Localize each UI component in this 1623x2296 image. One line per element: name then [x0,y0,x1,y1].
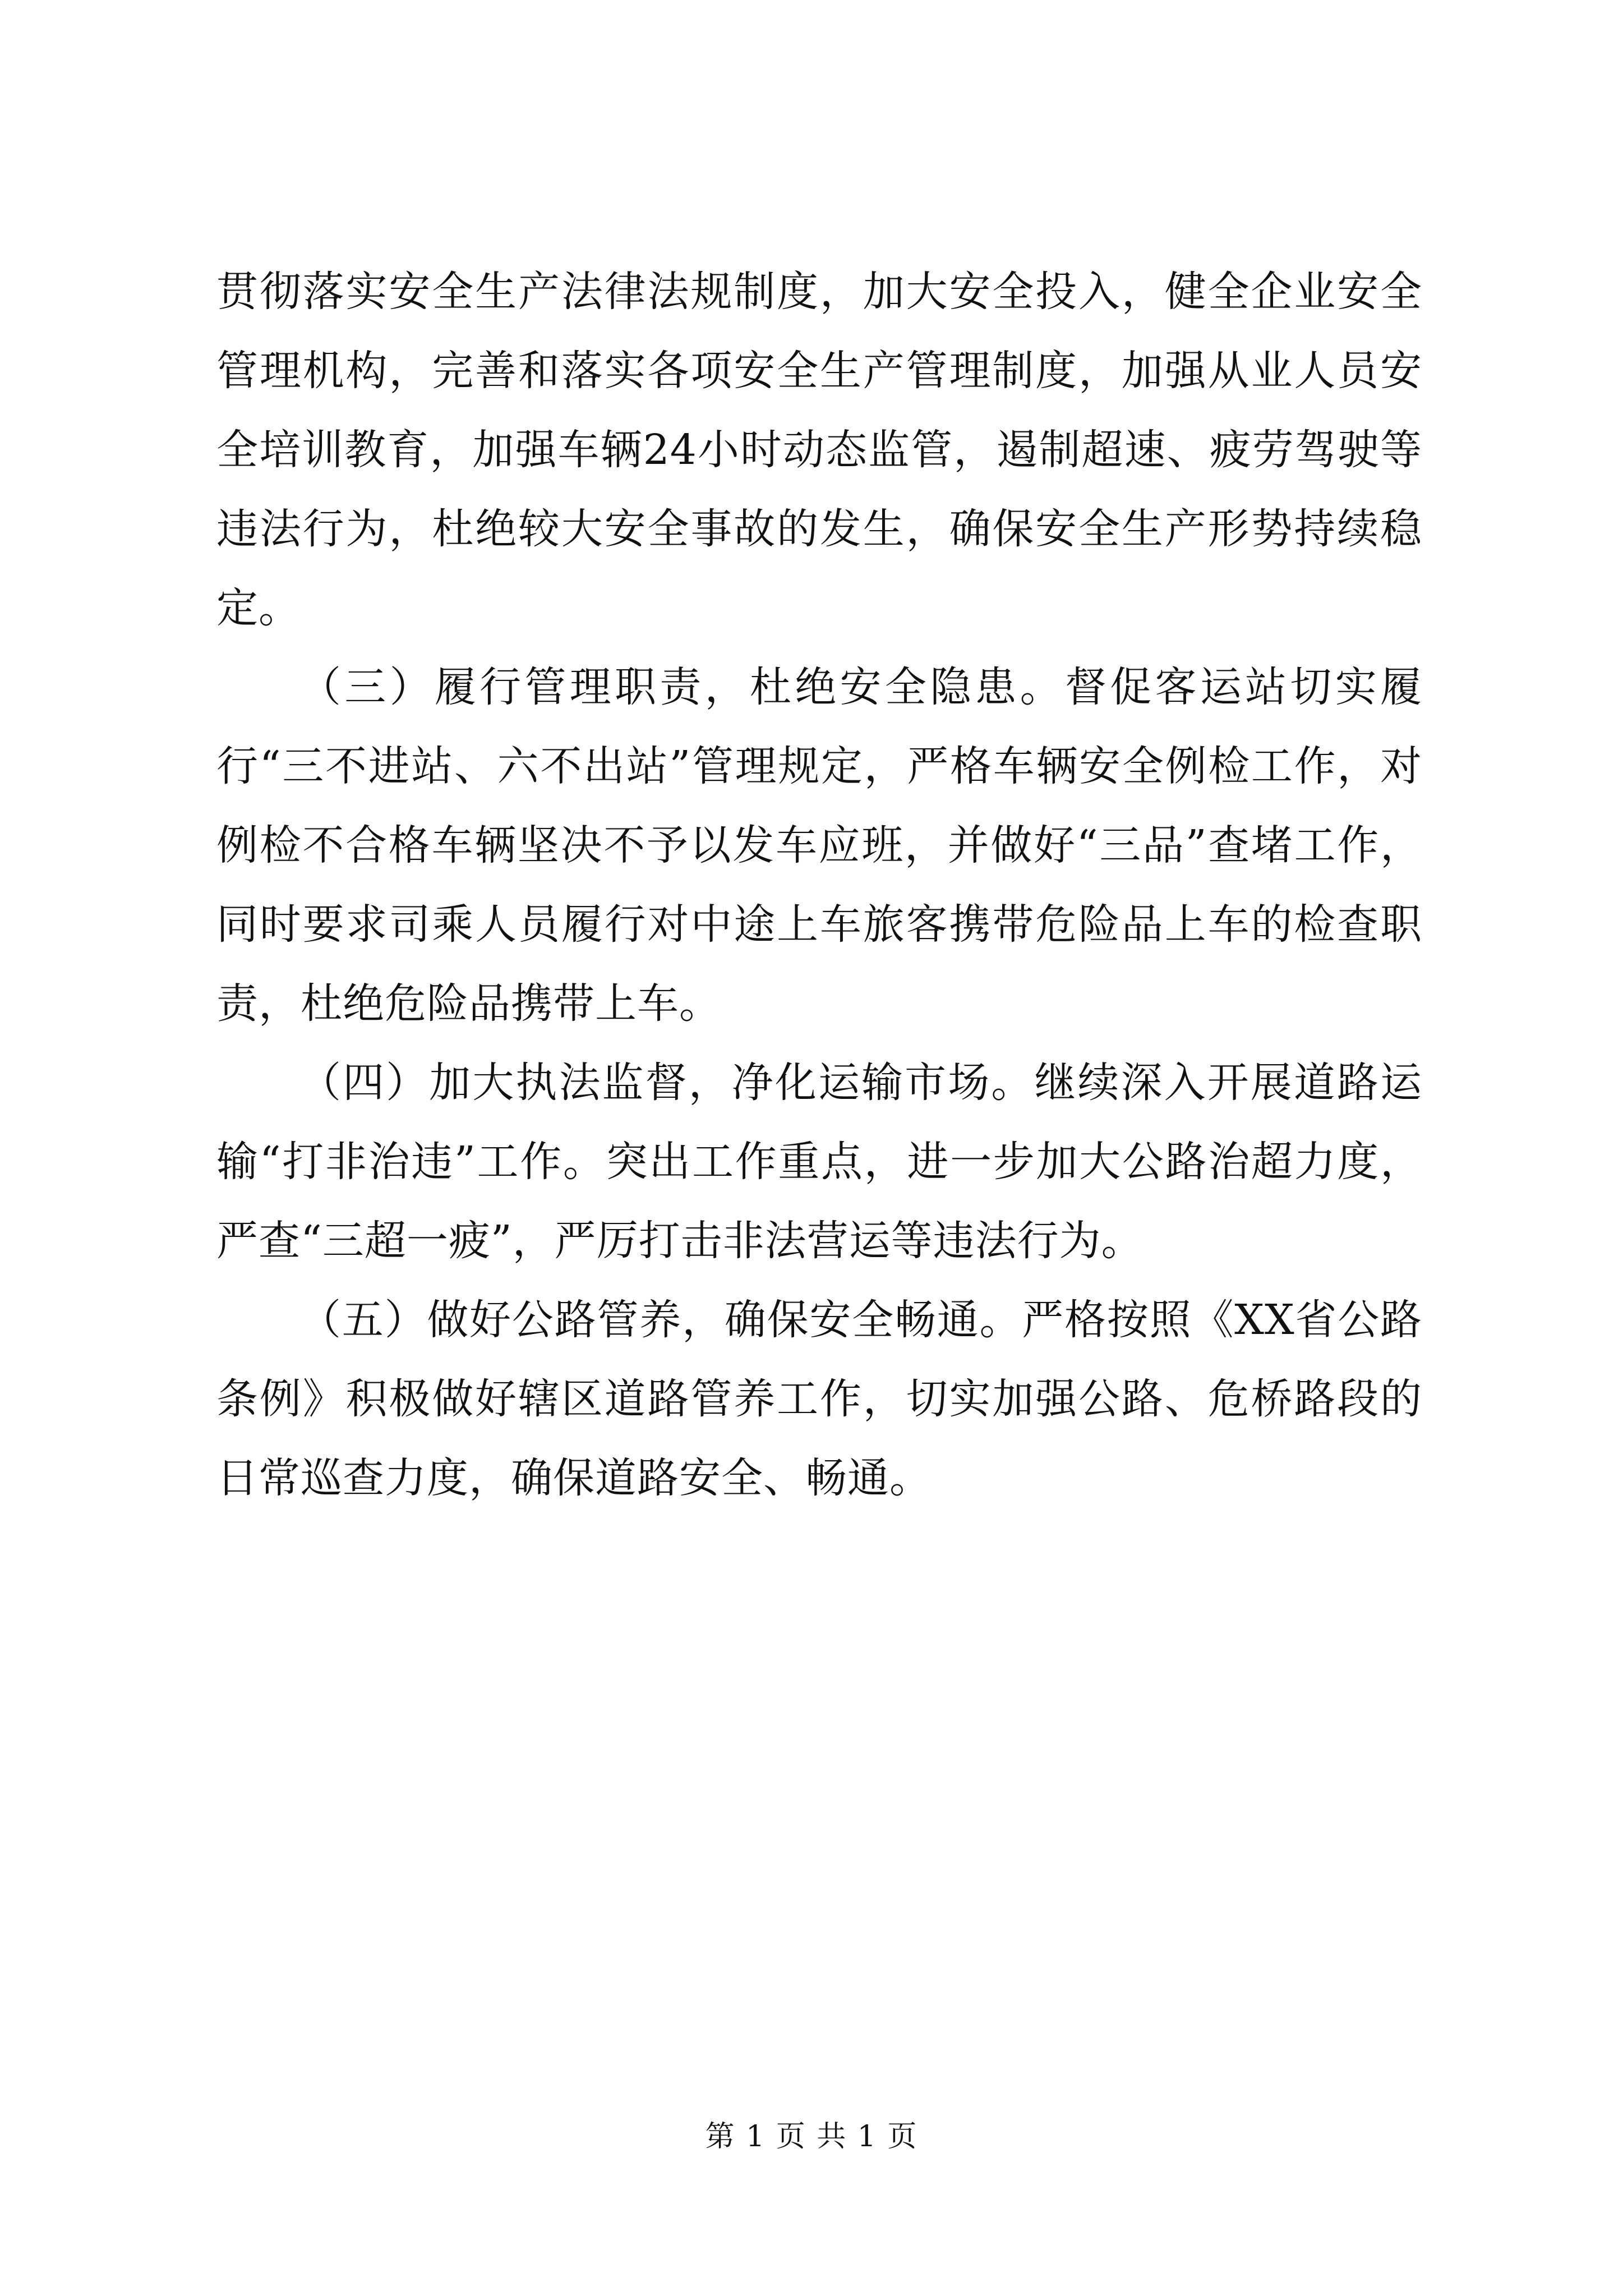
document-body [216,252,1422,1518]
paragraph-continuation: 贯彻落实安全生产法律法规制度，加大安全投入，健全企业安全管理机构，完善和落实各项安全生产管理制度，加强从业人员安全培训教育，加强车辆24小时动态监管，遏制超速、疲劳驾驶等违法行为，杜绝较大安全事故的发生，确保安全生产形势持续稳定。 [216,268,1422,632]
paragraph-section-3: （三）履行管理职责，杜绝安全隐患。督促客运站切实履行“三不进站、六不出站”管理规定，严格车辆安全例检工作，对例检不合格车辆坚决不予以发车应班，并做好“三品”查堵工作，同时要求司乘人员履行对中途上车旅客携带危险品上车的检查职责，杜绝危险品携带上车。 [216,663,1422,1028]
paragraph-section-4: （四）加大执法监督，净化运输市场。继续深入开展道路运输“打非治违”工作。突出工作重点，进一步加大公路治超力度，严查“三超一疲”，严厉打击非法营运等违法行为。 [216,1059,1422,1265]
paragraph-section-5: （五）做好公路管养，确保安全畅通。严格按照《XX省公路条例》积极做好辖区道路管养工作，切实加强公路、危桥路段的日常巡查力度，确保道路安全、畅通。 [216,1296,1422,1502]
page-number-footer: 第 1 页 共 1 页 [705,2120,918,2154]
